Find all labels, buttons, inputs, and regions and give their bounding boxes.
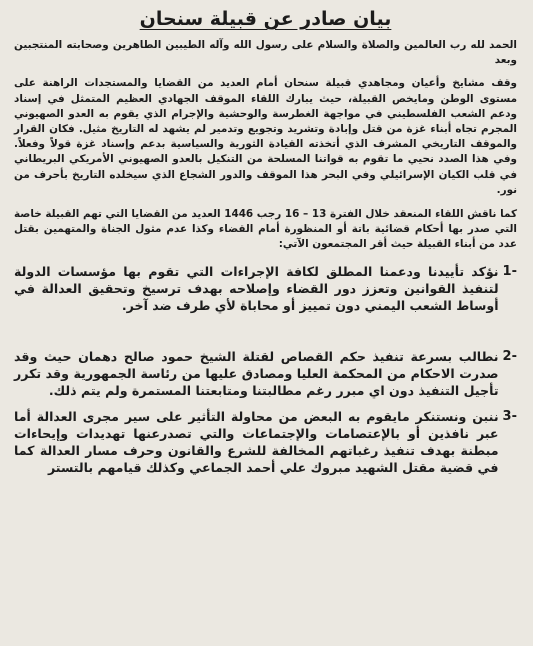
resolution-item-2 [14, 348, 517, 399]
document-title: بيان صادر عن قبيلة سنحان [139, 8, 392, 30]
resolution-text: نؤكد تأييدنا ودعمنا المطلق لكافة الإجراءات التي تقوم بها مؤسسات الدولة لتنفيذ القوانين وتعزز دور القضاء وإصلاحه بهدف ترسيخ وتحقيق العدالة في أوساط الشعب اليمني دون تمييز أو محاباة لأي طرف ضد آخر. [14, 263, 499, 313]
paragraph-meeting-summary: كما ناقش اللقاء المنعقد خلال الفترة 13 – 16 رجب 1446 العديد من القضايا التي تهم القبيلة خاصة التي صدر بها أحكام قضائية باتة أو المنظورة أمام القضاء وكذا عدم مثول الجناة والمتهمين بقتل عدد من أبناء القبيلة حيث أقر المجتمعون الآتي: [14, 208, 517, 251]
resolution-number: -1 [502, 263, 517, 279]
resolution-text: نطالب بسرعة تنفيذ حكم القصاص لقتلة الشيخ حمود صالح دهمان حيث وقد صدرت الاحكام من المحكمة العليا ومصادق عليها من رئاسة الجمهورية وقد تكرر تأجيل التنفيذ دون اي مبرر رغم مطالبتنا ومتابعتنا المستمرة ولم يتم ذلك. [14, 348, 499, 398]
resolutions-list [14, 263, 517, 476]
resolution-item-3 [14, 408, 517, 476]
opening-salutation: الحمد لله رب العالمين والصلاة والسلام على رسول الله وآله الطيبين الطاهرين وصحابته المنتجبين وبعد [14, 39, 517, 67]
resolution-text: ننبن ونستنكر مايقوم به البعض من محاولة التأثير على سير مجرى العدالة أما عبر نافذين أو بالإعتصامات والإجتماعات والتي تصدرعنها تهديدات وإيحاءات مبطنة بهدف تنفيذ رغباتهم المخالفة للشرع والقانون وحرف مسار العدالة كما في قضية مقتل الشهيد مبروك علي أحمد الجماعي وكذلك قيامهم بالتستر [14, 408, 499, 475]
resolution-item-1 [14, 263, 517, 314]
paragraph-support-gaza: وقف مشايخ وأعيان ومجاهدي قبيلة سنحان أمام العديد من القضايا والمستجدات الراهنة على مستوى الوطن ومايخص القبيلة، حيث يبارك اللقاء الموقف الجهادي العظيم المتمثل في إسناد ودعم الشعب الفلسطيني في مواجهة الغطرسة والوحشية والإجرام الذي يقوم به العدو الصهيوني المجرم تجاه أبناء غزة من قتل وإبادة وتشريد وتجويع وتدمير لم يشهد له التاريخ مثيل. فكان القرار والموقف التاريخي المشرف الذي أتخذته القيادة الثورية والسياسية بدعم وإسناد غزة قولاً وفعلاً. وفي هذا الصدد نحيي ما تقوم به قواتنا المسلحة من التنكيل بالعدو الصهيوني الأمريكي البريطاني في قلب الكيان الإسرائيلي وفي البحر هذا الموقف والدور الشجاع الذي سيخلده التاريخ بأحرف من نور. [14, 77, 517, 196]
resolution-number: -3 [502, 408, 517, 424]
resolution-number: -2 [502, 348, 517, 364]
